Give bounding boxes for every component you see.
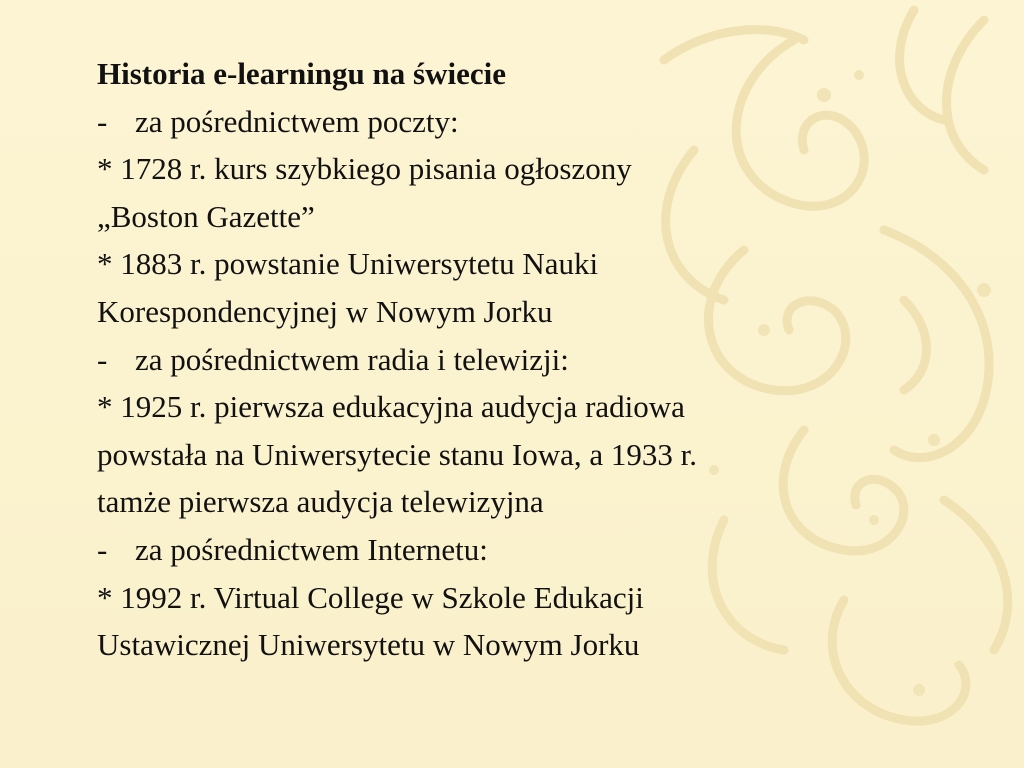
line-text: powstała na Uniwersytecie stanu Iowa, a 1933 r. xyxy=(97,436,698,472)
line-text: * 1992 r. Virtual College w Szkole Edukacji xyxy=(97,579,644,615)
section-line-post xyxy=(97,98,957,146)
line-text: za pośrednictwem radia i telewizji: xyxy=(135,341,569,377)
bullet-dash: - xyxy=(97,531,108,567)
line-text: * 1728 r. kurs szybkiego pisania ogłoszony xyxy=(97,151,632,187)
slide-title: Historia e-learningu na świecie xyxy=(97,56,506,91)
section-line-radio-tv xyxy=(97,336,957,384)
line-text: „Boston Gazette” xyxy=(97,198,315,234)
section-line-internet xyxy=(97,526,957,574)
line-text: * 1925 r. pierwsza edukacyjna audycja radiowa xyxy=(97,389,685,425)
bullet-dash: - xyxy=(97,103,108,139)
line-text: tamże pierwsza audycja telewizyjna xyxy=(97,484,544,520)
slide-body xyxy=(97,50,957,669)
line-text: Ustawicznej Uniwersytetu w Nowym Jorku xyxy=(97,627,640,663)
bullet-dash: - xyxy=(97,341,108,377)
line-text: za pośrednictwem Internetu: xyxy=(135,531,488,567)
line-text: Korespondencyjnej w Nowym Jorku xyxy=(97,293,553,329)
line-text: * 1883 r. powstanie Uniwersytetu Nauki xyxy=(97,246,599,282)
line-text: za pośrednictwem poczty: xyxy=(135,103,459,139)
